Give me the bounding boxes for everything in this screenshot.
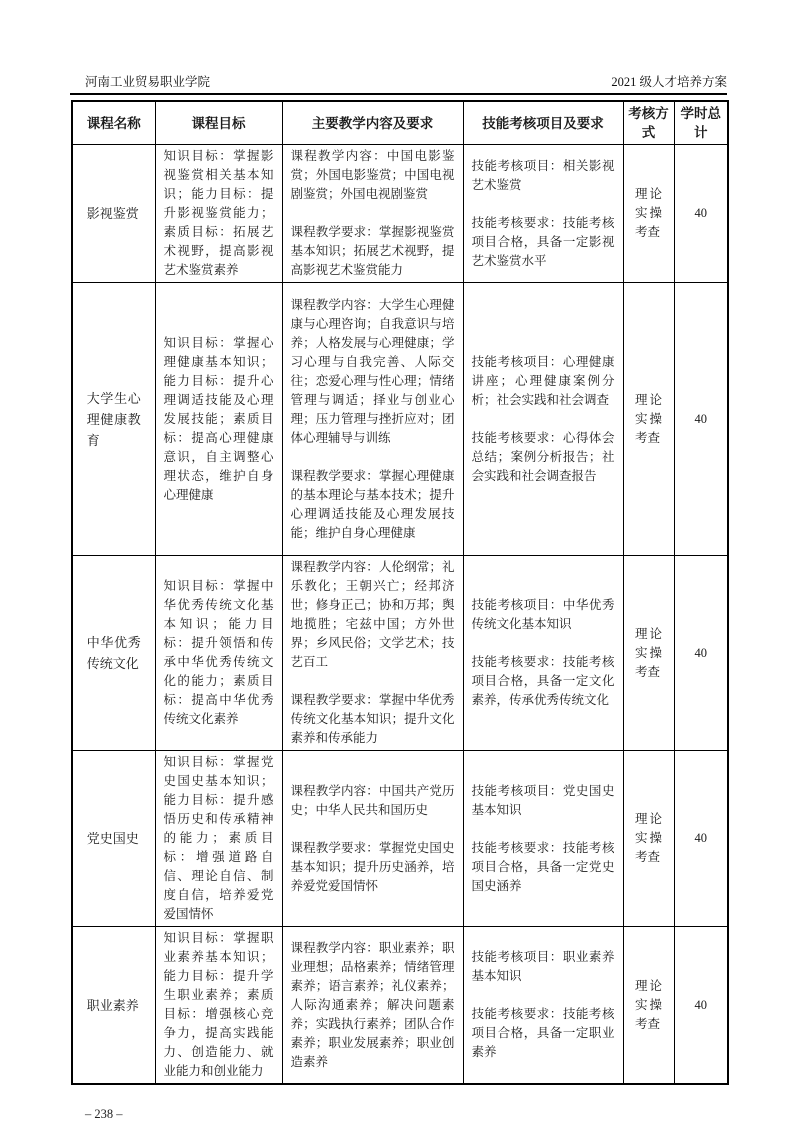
hours-cell: 40 [674,556,728,751]
page-number: – 238 – [85,1107,123,1121]
table-row [72,556,728,751]
page-header [85,74,727,90]
hours-cell: 40 [674,751,728,927]
content-cell: 课程教学内容：大学生心理健康与心理咨询；自我意识与培养；人格发展与心理健康；学习心理与自我完善、人际交往；恋爱心理与性心理；情绪管理与调适；择业与创业心理；压力管理与挫折应对；团体心理辅导与训练 课程教学要求：掌握心理健康的基本理论与基本技术；提升心理调适技能及心理发展技能；维护自身心理健康 [282,283,463,556]
method-cell: 理论实操考查 [623,556,674,751]
objectives-cell: 知识目标：掌握心理健康基本知识；能力目标：提升心理调适技能及心理发展技能；素质目标：提高心理健康意识，自主调整心理状态，维护自身心理健康 [155,283,282,556]
course-name: 党史国史 [86,831,139,846]
method-cell: 理论实操考查 [623,927,674,1085]
assessment-cell: 技能考核项目：职业素养基本知识 技能考核要求：技能考核项目合格，具备一定职业素养 [463,927,623,1085]
course-name: 影视鉴赏 [86,206,139,221]
program-title: 2021 级人才培养方案 [611,75,727,89]
assessment-cell: 技能考核项目：心理健康讲座；心理健康案例分析；社会实践和社会调查 技能考核要求：心得体会总结；案例分析报告；社会实践和社会调查报告 [463,283,623,556]
table-row [72,927,728,1085]
course-name: 职业素养 [86,997,139,1013]
objectives-cell: 知识目标：掌握中华优秀传统文化基本知识；能力目标：提升领悟和传承中华优秀传统文化的能力；素质目标：提高中华优秀传统文化素养 [155,556,282,751]
course-name-cell [72,145,155,283]
content-cell: 课程教学内容：职业素养；职业理想；品格素养；情绪管理素养；语言素养；礼仪素养；人际沟通素养；解决问题素养；实践执行素养；团队合作素养；职业发展素养；职业创造素养 [282,927,463,1085]
table-header-row [72,101,728,145]
assessment-cell: 技能考核项目：相关影视艺术鉴赏 技能考核要求：技能考核项目合格，具备一定影视艺术鉴赏水平 [463,145,623,283]
assessment-cell: 技能考核项目：党史国史基本知识 技能考核要求：技能考核项目合格，具备一定党史国史涵养 [463,751,623,927]
table-row [72,283,728,556]
col-header-assessment: 技能考核项目及要求 [463,101,623,145]
method-cell: 理论实操考查 [623,751,674,927]
content-cell: 课程教学内容：中国电影鉴赏；外国电影鉴赏；中国电视剧鉴赏；外国电视剧鉴赏 课程教学要求：掌握影视鉴赏基本知识；拓展艺术视野，提高影视艺术鉴赏能力 [282,145,463,283]
objectives-cell: 知识目标：掌握职业素养基本知识；能力目标：提升学生职业素养；素质目标：增强核心竞争力，提高实践能力、创造能力、就业能力和创业能力 [155,927,282,1085]
hours-cell: 40 [674,145,728,283]
col-header-objectives: 课程目标 [155,101,282,145]
school-name: 河南工业贸易职业学院 [85,75,211,89]
hours-cell: 40 [674,927,728,1085]
table-row [72,145,728,283]
col-header-method: 考核方式 [623,101,674,145]
method-cell: 理论实操考查 [623,283,674,556]
course-name-cell [72,927,155,1085]
col-header-course-name: 课程名称 [72,101,155,145]
course-name: 大学生心理健康教育 [86,390,141,448]
content-cell: 课程教学内容：人伦纲常；礼乐教化；王朝兴亡；经邦济世；修身正己；协和万邦；舆地揽胜；宅兹中国；方外世界；乡风民俗；文学艺术；技艺百工 课程教学要求：掌握中华优秀传统文化基本知识；提升文化素养和传承能力 [282,556,463,751]
course-name: 中华优秀传统文化 [86,635,141,671]
course-table [71,100,729,1085]
col-header-hours: 学时总计 [674,101,728,145]
hours-cell: 40 [674,283,728,556]
assessment-cell: 技能考核项目：中华优秀传统文化基本知识 技能考核要求：技能考核项目合格，具备一定文化素养，传承优秀传统文化 [463,556,623,751]
objectives-cell: 知识目标：掌握党史国史基本知识；能力目标：提升感悟历史和传承精神的能力；素质目标：增强道路自信、理论自信、制度自信，培养爱党爱国情怀 [155,751,282,927]
header-rule [70,93,727,95]
objectives-cell: 知识目标：掌握影视鉴赏相关基本知识；能力目标：提升影视鉴赏能力；素质目标：拓展艺术视野，提高影视艺术鉴赏素养 [155,145,282,283]
course-name-cell [72,556,155,751]
table-row [72,751,728,927]
col-header-content: 主要教学内容及要求 [282,101,463,145]
course-name-cell [72,283,155,556]
course-name-cell [72,751,155,927]
content-cell: 课程教学内容：中国共产党历史；中华人民共和国历史 课程教学要求：掌握党史国史基本知识；提升历史涵养，培养爱党爱国情怀 [282,751,463,927]
method-cell: 理论实操考查 [623,145,674,283]
